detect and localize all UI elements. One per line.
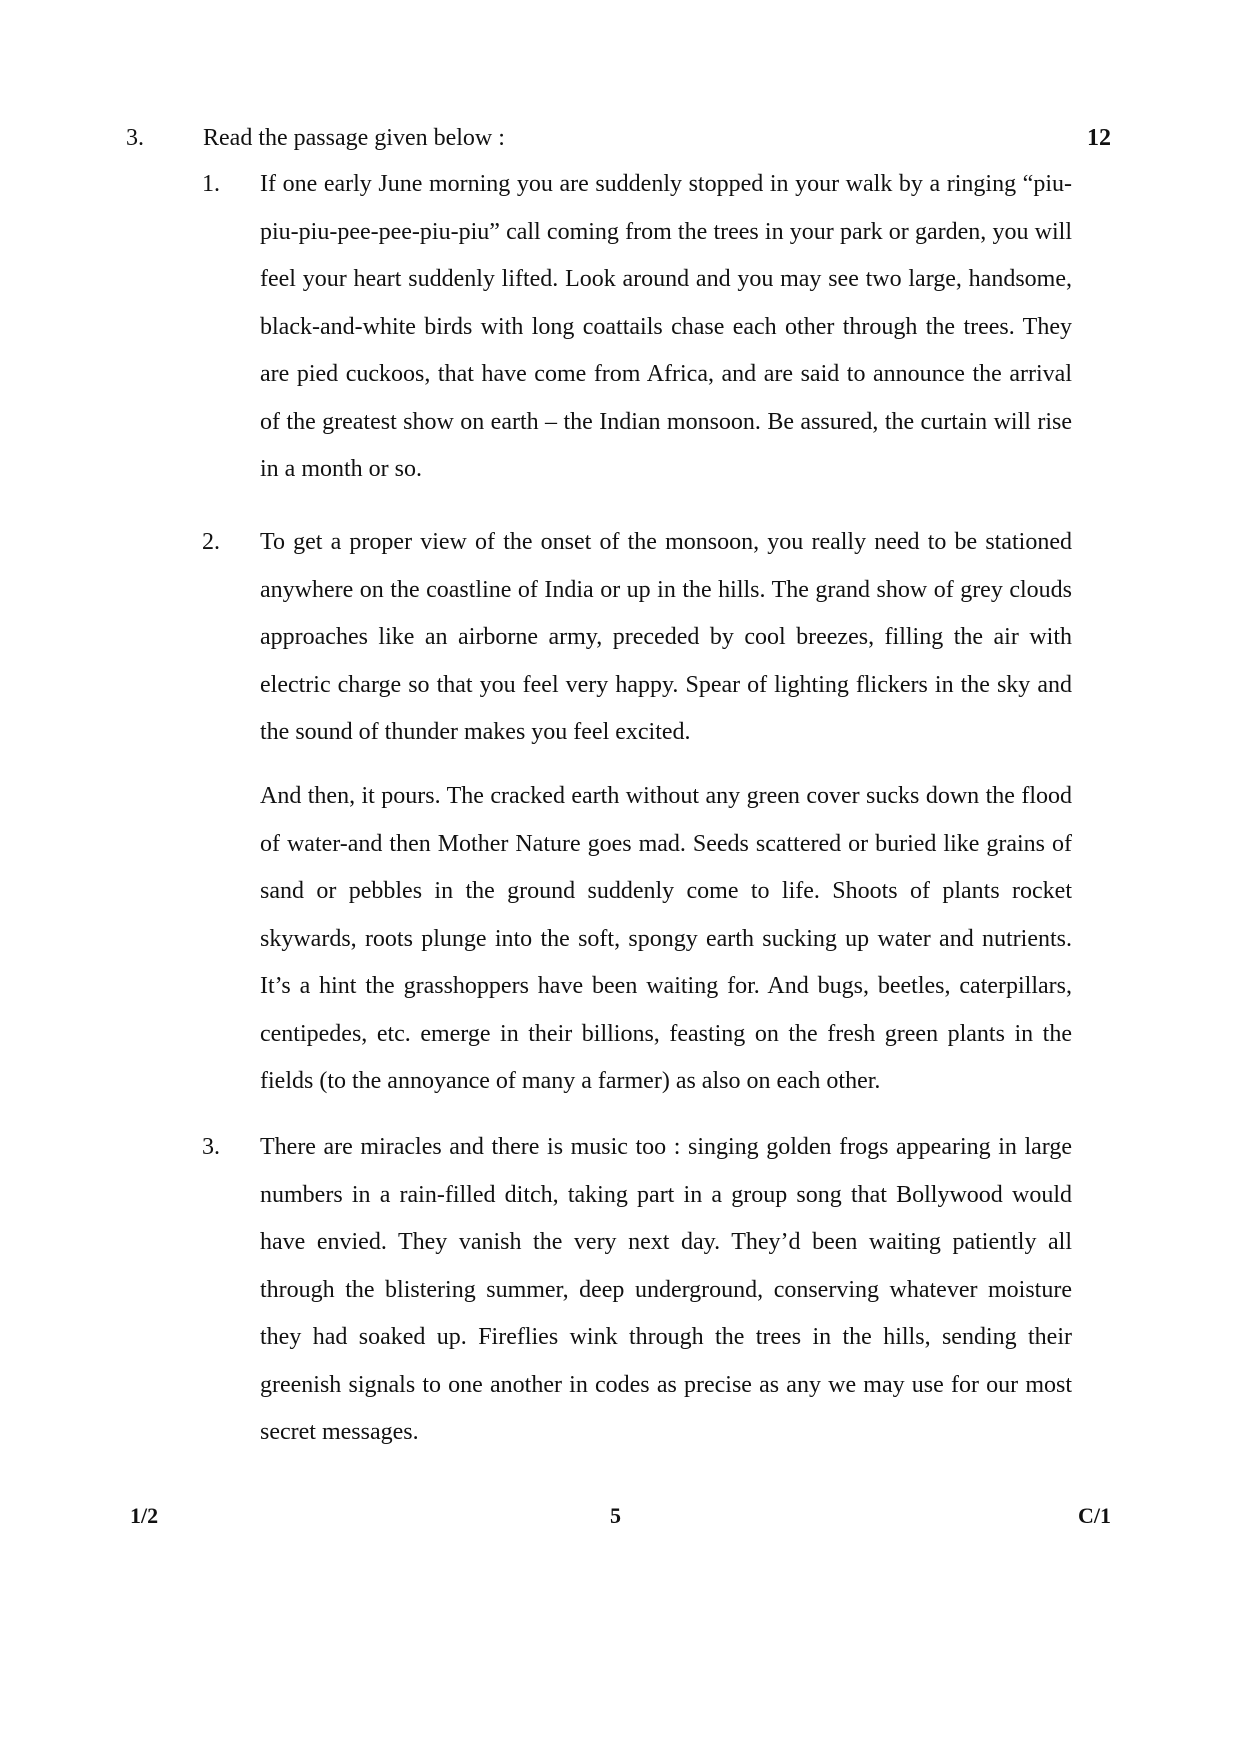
passage-paragraph-3 (202, 1124, 1072, 1457)
question-marks: 12 (1087, 125, 1111, 151)
question-instruction: Read the passage given below : (203, 125, 505, 151)
passage-paragraph-2-continued (202, 773, 1072, 1106)
paragraph-number: 1. (202, 171, 220, 197)
paragraph-text: To get a proper view of the onset of the monsoon, you really need to be stationed anywhere on the coastline of India or up in the hills. The grand show of grey clouds approaches like an airborne army, preceded by cool breezes, filling the air with electric charge so that you feel very happy. Spear of lighting flickers in the sky and the sound of thunder makes you feel excited. (260, 529, 1072, 745)
paragraph-number: 3. (202, 1134, 220, 1160)
page-footer (126, 1500, 1111, 1532)
question-number: 3. (126, 125, 144, 151)
footer-set-code: C/1 (1078, 1503, 1111, 1528)
footer-page-number: 5 (610, 1503, 621, 1528)
paragraph-text: There are miracles and there is music too : singing golden frogs appearing in large numbers in a rain-filled ditch, taking part in a group song that Bollywood would have envied. They vanish the very next day. They’d been waiting patiently all through the blistering summer, deep underground, conserving whatever moisture they had soaked up. Fireflies wink through the trees in the hills, sending their greenish signals to one another in codes as precise as any we may use for our most secret messages. (260, 1134, 1072, 1445)
footer-page-fraction: 1/2 (130, 1503, 159, 1528)
paragraph-text: If one early June morning you are suddenly stopped in your walk by a ringing “piu-piu-piu-pee-pee-piu-piu” call coming from the trees in your park or garden, you will feel your heart suddenly lifted. Look around and you may see two large, handsome, black-and-white birds with long coattails chase each other through the trees. They are pied cuckoos, that have come from Africa, and are said to announce the arrival of the greatest show on earth – the Indian monsoon. Be assured, the curtain will rise in a month or so. (260, 171, 1072, 482)
paragraph-number: 2. (202, 529, 220, 555)
passage-paragraph-2 (202, 519, 1072, 757)
question-header (126, 122, 1111, 154)
passage-paragraph-1 (202, 161, 1072, 494)
paragraph-text: And then, it pours. The cracked earth without any green cover sucks down the flood of water-and then Mother Nature goes mad. Seeds scattered or buried like grains of sand or pebbles in the ground suddenly come to life. Shoots of plants rocket skywards, roots plunge into the soft, spongy earth sucking up water and nutrients. It’s a hint the grasshoppers have been waiting for. And bugs, beetles, caterpillars, centipedes, etc. emerge in their billions, feasting on the fresh green plants in the fields (to the annoyance of many a farmer) as also on each other. (260, 783, 1072, 1094)
